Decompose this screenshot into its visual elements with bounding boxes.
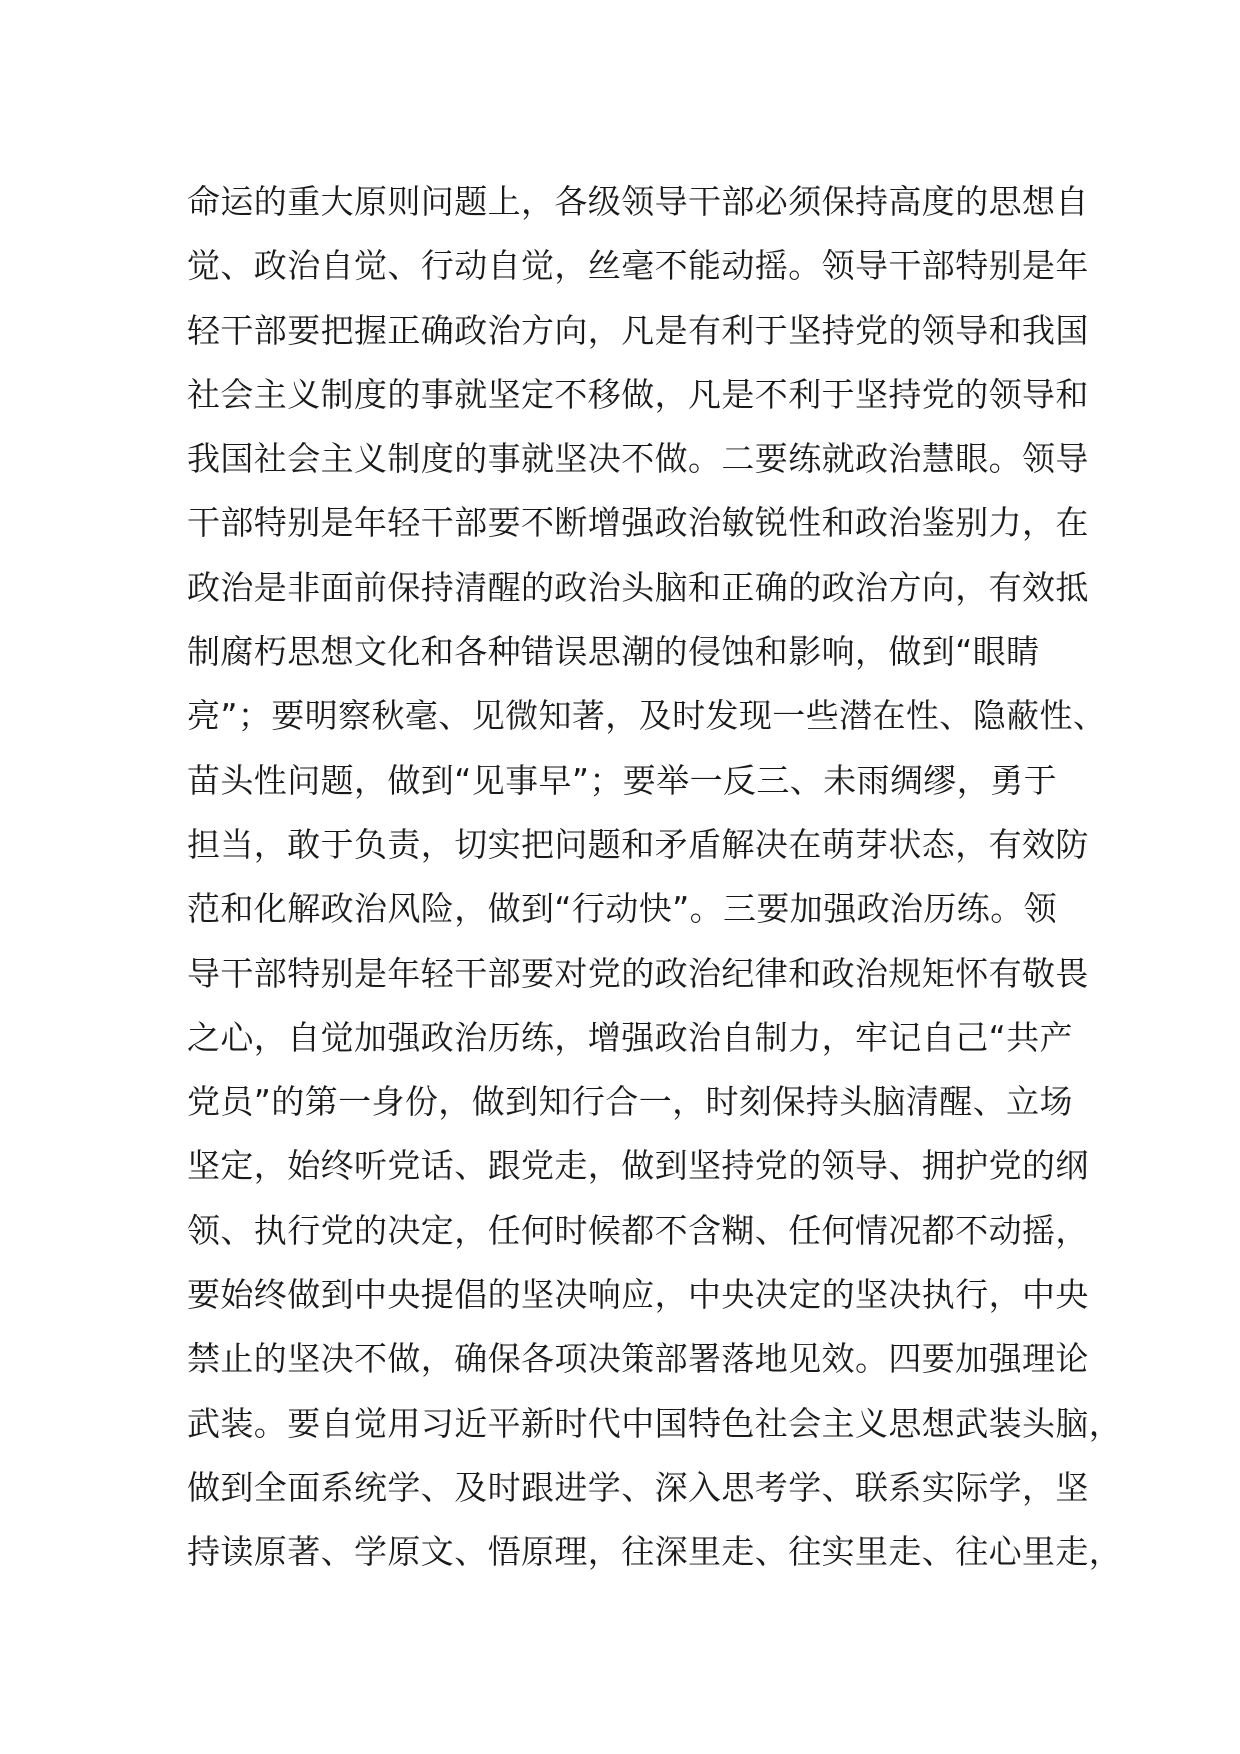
text-line: 党员”的第一身份，做到知行合一，时刻保持头脑清醒、立场 [187, 1082, 1073, 1122]
text-line: 导干部特别是年轻干部要对党的政治纪律和政治规矩怀有敬畏 [187, 953, 1089, 993]
text-line: 轻干部要把握正确政治方向，凡是有利于坚持党的领导和我国 [187, 310, 1089, 350]
text-line: 坚定，始终听党话、跟党走，做到坚持党的领导、拥护党的纲 [187, 1146, 1089, 1186]
text-line: 政治是非面前保持清醒的政治头脑和正确的政治方向，有效抵 [187, 567, 1089, 607]
text-line: 担当，敢于负责，切实把问题和矛盾解决在萌芽状态，有效防 [187, 824, 1089, 864]
text-line: 持读原著、学原文、悟原理，往深里走、往实里走、往心里走， [187, 1532, 1123, 1572]
text-line: 要始终做到中央提倡的坚决响应，中央决定的坚决执行，中央 [187, 1275, 1089, 1315]
text-line: 命运的重大原则问题上，各级领导干部必须保持高度的思想自 [187, 182, 1089, 221]
text-line: 亮”；要明察秋毫、见微知著，及时发现一些潜在性、隐蔽性、 [187, 696, 1107, 736]
body-paragraph [187, 170, 1123, 1585]
text-line: 制腐朽思想文化和各种错误思潮的侵蚀和影响，做到“眼睛 [187, 632, 1040, 672]
text-line: 范和化解政治风险，做到“行动快”。三要加强政治历练。领 [187, 889, 1057, 929]
text-line: 干部特别是年轻干部要不断增强政治敏锐性和政治鉴别力，在 [187, 503, 1089, 543]
text-line: 武装。要自觉用习近平新时代中国特色社会主义思想武装头脑， [187, 1403, 1123, 1443]
text-line: 做到全面系统学、及时跟进学、深入思考学、联系实际学，坚 [187, 1467, 1089, 1507]
text-line: 之心，自觉加强政治历练，增强政治自制力，牢记自己“共产 [187, 1017, 1073, 1057]
text-line: 社会主义制度的事就坚定不移做，凡是不利于坚持党的领导和 [187, 374, 1089, 414]
text-line: 领、执行党的决定，任何时候都不含糊、任何情况都不动摇， [187, 1210, 1089, 1250]
text-line: 觉、政治自觉、行动自觉，丝毫不能动摇。领导干部特别是年 [187, 246, 1089, 286]
text-line: 禁止的坚决不做，确保各项决策部署落地见效。四要加强理论 [187, 1339, 1089, 1379]
text-line: 苗头性问题，做到“见事早”；要举一反三、未雨绸缪，勇于 [187, 760, 1057, 800]
text-line: 我国社会主义制度的事就坚决不做。二要练就政治慧眼。领导 [187, 439, 1089, 479]
